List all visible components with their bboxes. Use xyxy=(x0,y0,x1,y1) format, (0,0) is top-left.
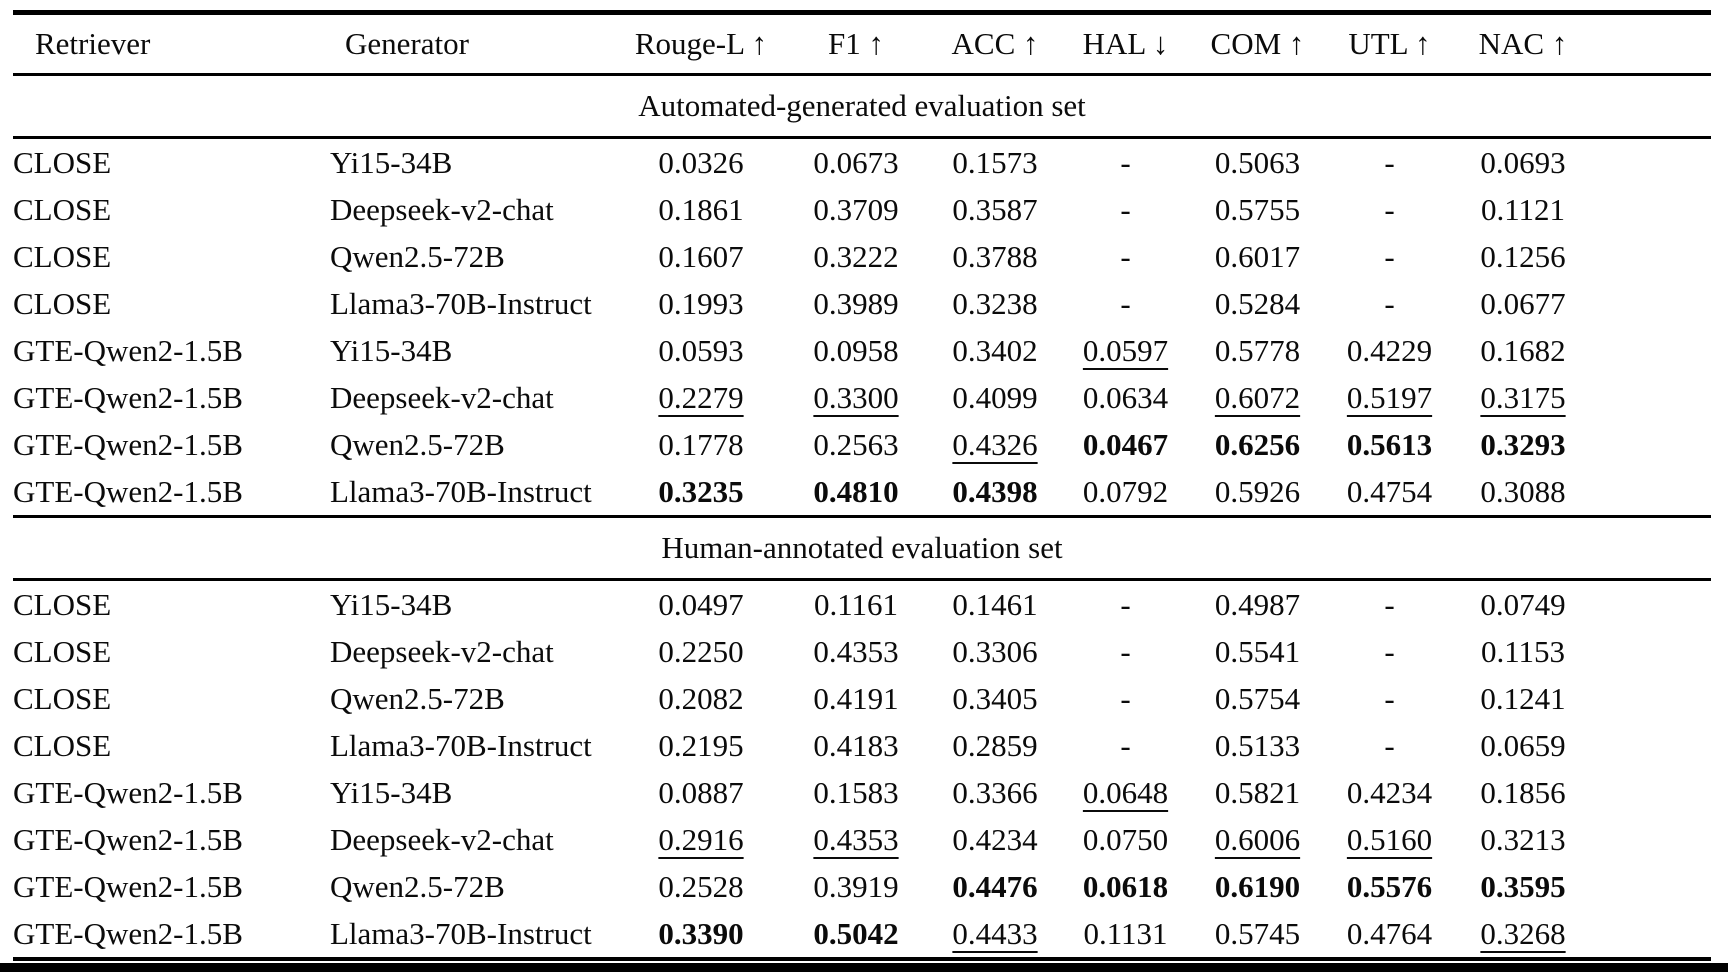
generator-cell: Qwen2.5-72B xyxy=(330,680,505,716)
generator-cell: Deepseek-v2-chat xyxy=(330,821,554,857)
column-header: Rouge-L ↑ xyxy=(620,13,782,75)
metric-cell: 0.0750 xyxy=(1082,821,1169,857)
section-title-row xyxy=(13,517,1711,580)
metric-cell: 0.0887 xyxy=(658,774,744,810)
column-header: HAL ↓ xyxy=(1060,13,1191,75)
metric-cell: 0.1241 xyxy=(1480,680,1566,716)
column-header: Generator xyxy=(330,13,620,75)
metric-cell: 0.5160 xyxy=(1346,821,1433,857)
metric-cell: 0.1573 xyxy=(952,144,1038,180)
metric-cell: 0.6006 xyxy=(1214,821,1301,857)
metric-cell: 0.3235 xyxy=(658,473,744,509)
metric-cell: 0.5284 xyxy=(1214,285,1301,321)
metric-cell: 0.3268 xyxy=(1480,915,1566,951)
metric-cell: 0.6190 xyxy=(1214,868,1301,904)
metric-cell: - xyxy=(1384,680,1395,716)
table-row xyxy=(13,863,1711,910)
metric-cell: - xyxy=(1120,727,1131,763)
metric-cell: 0.2082 xyxy=(658,680,744,716)
metric-cell: 0.3405 xyxy=(952,680,1038,716)
metric-cell: 0.5755 xyxy=(1214,191,1301,227)
metric-cell: 0.4234 xyxy=(952,821,1038,857)
metric-cell: 0.1682 xyxy=(1480,332,1566,368)
metric-cell: 0.4229 xyxy=(1346,332,1433,368)
section-title: Human-annotated evaluation set xyxy=(13,517,1711,580)
metric-cell: 0.1778 xyxy=(658,426,744,462)
metric-cell: 0.0673 xyxy=(813,144,899,180)
retriever-cell: CLOSE xyxy=(13,633,112,669)
table-body xyxy=(13,75,1711,960)
metric-cell: 0.0634 xyxy=(1082,379,1169,415)
generator-cell: Llama3-70B-Instruct xyxy=(330,285,592,321)
section-title: Automated-generated evaluation set xyxy=(13,75,1711,138)
metric-cell: 0.1461 xyxy=(952,586,1038,622)
metric-cell: 0.4810 xyxy=(813,473,899,509)
metric-cell: 0.0958 xyxy=(813,332,899,368)
bottom-edge-bar xyxy=(0,963,1728,972)
generator-cell: Qwen2.5-72B xyxy=(330,238,505,274)
metric-cell: 0.0326 xyxy=(658,144,744,180)
metric-cell: - xyxy=(1120,680,1131,716)
metric-cell: 0.3788 xyxy=(952,238,1038,274)
metric-cell: 0.1856 xyxy=(1480,774,1566,810)
metric-cell: 0.3306 xyxy=(952,633,1038,669)
retriever-cell: GTE-Qwen2-1.5B xyxy=(13,774,243,810)
table-row xyxy=(13,421,1711,468)
generator-cell: Qwen2.5-72B xyxy=(330,868,505,904)
metric-cell: 0.4099 xyxy=(952,379,1038,415)
metric-cell: 0.1607 xyxy=(658,238,744,274)
metric-cell: 0.4191 xyxy=(813,680,899,716)
metric-cell: 0.5778 xyxy=(1214,332,1301,368)
metric-cell: 0.0659 xyxy=(1480,727,1566,763)
metric-cell: - xyxy=(1120,144,1131,180)
table-row xyxy=(13,628,1711,675)
metric-cell: 0.3300 xyxy=(813,379,899,415)
metric-cell: - xyxy=(1120,238,1131,274)
metric-cell: 0.5197 xyxy=(1346,379,1433,415)
retriever-cell: CLOSE xyxy=(13,191,112,227)
metric-cell: 0.5576 xyxy=(1346,868,1433,904)
metric-cell: 0.3709 xyxy=(813,191,899,227)
metric-cell: 0.3222 xyxy=(813,238,899,274)
generator-cell: Llama3-70B-Instruct xyxy=(330,915,592,951)
metric-cell: 0.5133 xyxy=(1214,727,1301,763)
metric-cell: - xyxy=(1384,144,1395,180)
metric-cell: 0.3595 xyxy=(1480,868,1566,904)
metric-cell: 0.1861 xyxy=(658,191,744,227)
generator-cell: Yi15-34B xyxy=(330,144,453,180)
metric-cell: 0.4326 xyxy=(952,426,1038,462)
retriever-cell: GTE-Qwen2-1.5B xyxy=(13,915,243,951)
table-row xyxy=(13,910,1711,959)
metric-cell: 0.0497 xyxy=(658,586,744,622)
metric-cell: 0.2279 xyxy=(658,379,744,415)
generator-cell: Llama3-70B-Instruct xyxy=(330,473,592,509)
generator-cell: Yi15-34B xyxy=(330,774,453,810)
metric-cell: 0.5754 xyxy=(1214,680,1301,716)
metric-cell: 0.4353 xyxy=(813,821,899,857)
retriever-cell: CLOSE xyxy=(13,586,112,622)
metric-cell: - xyxy=(1384,586,1395,622)
metric-cell: 0.5745 xyxy=(1214,915,1301,951)
metric-cell: - xyxy=(1120,191,1131,227)
metric-cell: 0.3175 xyxy=(1480,379,1566,415)
metric-cell: 0.1993 xyxy=(658,285,744,321)
header-row xyxy=(13,13,1711,75)
table-row xyxy=(13,233,1711,280)
metric-cell: 0.3919 xyxy=(813,868,899,904)
metric-cell: 0.6017 xyxy=(1214,238,1301,274)
metric-cell: 0.1583 xyxy=(813,774,899,810)
column-header: UTL ↑ xyxy=(1324,13,1455,75)
metric-cell: 0.4987 xyxy=(1214,586,1301,622)
table-row xyxy=(13,374,1711,421)
metric-cell: - xyxy=(1120,633,1131,669)
metric-cell: 0.2859 xyxy=(952,727,1038,763)
metric-cell: 0.4234 xyxy=(1346,774,1433,810)
table-row xyxy=(13,675,1711,722)
metric-cell: 0.4398 xyxy=(952,473,1038,509)
metric-cell: 0.3989 xyxy=(813,285,899,321)
table-row xyxy=(13,580,1711,629)
generator-cell: Deepseek-v2-chat xyxy=(330,379,554,415)
metric-cell: 0.4764 xyxy=(1346,915,1433,951)
metric-cell: 0.3390 xyxy=(658,915,744,951)
metric-cell: 0.5063 xyxy=(1214,144,1301,180)
table-row xyxy=(13,816,1711,863)
metric-cell: 0.3213 xyxy=(1480,821,1566,857)
table-row xyxy=(13,468,1711,517)
generator-cell: Deepseek-v2-chat xyxy=(330,633,554,669)
retriever-cell: CLOSE xyxy=(13,238,112,274)
metric-cell: 0.1131 xyxy=(1083,915,1168,951)
column-header: ACC ↑ xyxy=(930,13,1060,75)
retriever-cell: CLOSE xyxy=(13,144,112,180)
metric-cell: 0.5613 xyxy=(1346,426,1433,462)
retriever-cell: GTE-Qwen2-1.5B xyxy=(13,426,243,462)
metric-cell: 0.4183 xyxy=(813,727,899,763)
metric-cell: - xyxy=(1384,191,1395,227)
generator-cell: Llama3-70B-Instruct xyxy=(330,727,592,763)
metric-cell: 0.6072 xyxy=(1214,379,1301,415)
metric-cell: 0.5541 xyxy=(1214,633,1301,669)
metric-cell: 0.0749 xyxy=(1480,586,1566,622)
metric-cell: - xyxy=(1384,727,1395,763)
column-header: F1 ↑ xyxy=(782,13,930,75)
results-table xyxy=(13,10,1711,961)
metric-cell: 0.3402 xyxy=(952,332,1038,368)
metric-cell: 0.0593 xyxy=(658,332,744,368)
generator-cell: Yi15-34B xyxy=(330,586,453,622)
retriever-cell: GTE-Qwen2-1.5B xyxy=(13,332,243,368)
table-row xyxy=(13,138,1711,187)
metric-cell: 0.0792 xyxy=(1082,473,1169,509)
table-row xyxy=(13,327,1711,374)
metric-cell: 0.2250 xyxy=(658,633,744,669)
metric-cell: 0.4754 xyxy=(1346,473,1433,509)
retriever-cell: CLOSE xyxy=(13,680,112,716)
metric-cell: 0.3293 xyxy=(1480,426,1566,462)
metric-cell: 0.5926 xyxy=(1214,473,1301,509)
metric-cell: 0.3366 xyxy=(952,774,1038,810)
metric-cell: 0.5821 xyxy=(1214,774,1301,810)
generator-cell: Deepseek-v2-chat xyxy=(330,191,554,227)
retriever-cell: GTE-Qwen2-1.5B xyxy=(13,379,243,415)
table-row xyxy=(13,722,1711,769)
generator-cell: Qwen2.5-72B xyxy=(330,426,505,462)
table-row xyxy=(13,280,1711,327)
column-header: COM ↑ xyxy=(1191,13,1324,75)
metric-cell: 0.1153 xyxy=(1480,633,1566,669)
metric-cell: 0.1121 xyxy=(1480,191,1566,227)
retriever-cell: GTE-Qwen2-1.5B xyxy=(13,473,243,509)
metric-cell: 0.2528 xyxy=(658,868,744,904)
metric-cell: 0.3587 xyxy=(952,191,1038,227)
metric-cell: - xyxy=(1384,633,1395,669)
metric-cell: 0.2563 xyxy=(813,426,899,462)
metric-cell: 0.3238 xyxy=(952,285,1038,321)
retriever-cell: GTE-Qwen2-1.5B xyxy=(13,821,243,857)
metric-cell: 0.0467 xyxy=(1082,426,1169,462)
column-header: Retriever xyxy=(13,13,330,75)
metric-cell: - xyxy=(1120,586,1131,622)
metric-cell: 0.4433 xyxy=(952,915,1038,951)
metric-cell: 0.3088 xyxy=(1480,473,1566,509)
metric-cell: 0.5042 xyxy=(813,915,899,951)
metric-cell: 0.2916 xyxy=(658,821,744,857)
metric-cell: 0.6256 xyxy=(1214,426,1301,462)
column-header: NAC ↑ xyxy=(1455,13,1711,75)
metric-cell: 0.1161 xyxy=(813,586,899,622)
metric-cell: 0.1256 xyxy=(1480,238,1566,274)
section-title-row xyxy=(13,75,1711,138)
metric-cell: 0.2195 xyxy=(658,727,744,763)
table-row xyxy=(13,186,1711,233)
retriever-cell: CLOSE xyxy=(13,727,112,763)
metric-cell: 0.4353 xyxy=(813,633,899,669)
metric-cell: 0.0597 xyxy=(1082,332,1169,368)
metric-cell: - xyxy=(1384,285,1395,321)
metric-cell: - xyxy=(1384,238,1395,274)
metric-cell: 0.4476 xyxy=(952,868,1038,904)
metric-cell: 0.0618 xyxy=(1082,868,1169,904)
metric-cell: 0.0648 xyxy=(1082,774,1169,810)
metric-cell: - xyxy=(1120,285,1131,321)
retriever-cell: CLOSE xyxy=(13,285,112,321)
metric-cell: 0.0693 xyxy=(1480,144,1566,180)
table-row xyxy=(13,769,1711,816)
retriever-cell: GTE-Qwen2-1.5B xyxy=(13,868,243,904)
metric-cell: 0.0677 xyxy=(1480,285,1566,321)
generator-cell: Yi15-34B xyxy=(330,332,453,368)
